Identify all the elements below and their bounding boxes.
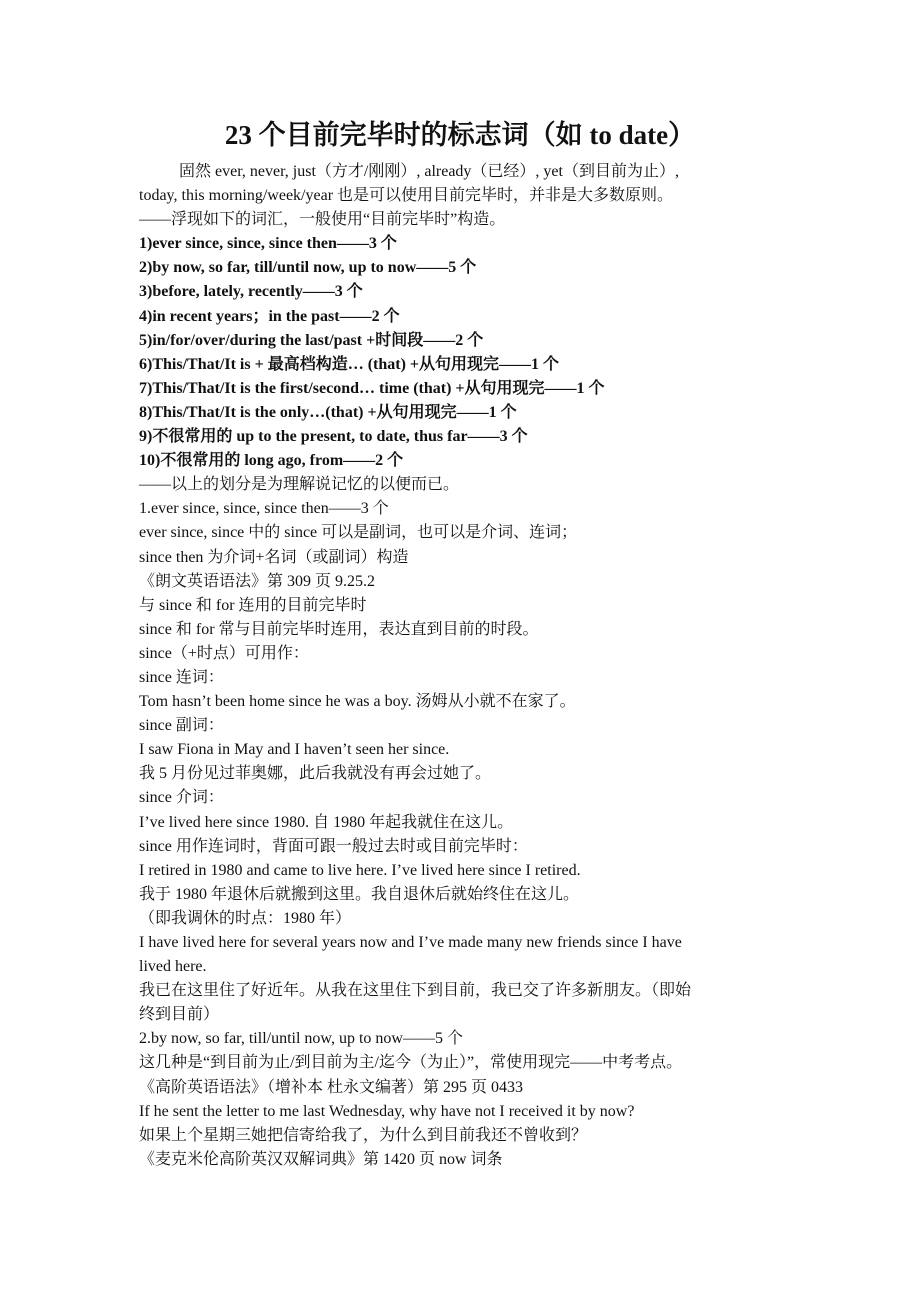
list-item: 4)in recent years；in the past——2 个 [139,307,400,325]
document-body [139,160,787,1172]
body-line: ——以上的划分是为理解说记忆的以便而已。 [139,476,460,494]
body-line: today, this morning/week/year 也是可以使用目前完毕时，并非是大多数原则。 [139,187,674,205]
list-item: 1)ever since, since, since then——3 个 [139,235,397,253]
list-item: 3)before, lately, recently——3 个 [139,283,363,301]
body-line: ever since, since 中的 since 可以是副词，也可以是介词、连词； [139,524,578,542]
list-item: 2)by now, so far, till/until now, up to now——5 个 [139,259,477,277]
citation: 《高阶英语语法》（增补本 杜永文编著）第 295 页 0433 [139,1078,524,1096]
body-line: since 用作连词时，背面可跟一般过去时或目前完毕时： [139,837,528,855]
list-item: 6)This/That/It is + 最高档构造… (that) +从句用现完——1 个 [139,355,560,373]
citation: 《麦克米伦高阶英汉双解词典》第 1420 页 now 词条 [139,1150,503,1168]
example-sentence: lived here. [139,958,207,976]
body-line: since（+时点）可用作： [139,644,309,662]
example-translation: 我 5 月份见过菲奥娜，此后我就没有再会过她了。 [139,765,492,783]
body-line: since 和 for 常与目前完毕时连用，表达直到目前的时段。 [139,620,539,638]
body-line: since then 为介词+名词（或副词）构造 [139,548,409,566]
example-sentence: Tom hasn’t been home since he was a boy. 汤姆从小就不在家了。 [139,693,576,711]
body-line: 与 since 和 for 连用的目前完毕时 [139,596,367,614]
body-line: since 副词： [139,717,224,735]
example-translation: 终到目前） [139,1006,220,1024]
body-line: ——浮现如下的词汇，一般使用“目前完毕时”构造。 [139,211,506,229]
document-title: 23 个目前完毕时的标志词（如 to date） [224,120,696,150]
example-translation: 如果上个星期三她把信寄给我了，为什么到目前我还不曾收到？ [139,1126,588,1144]
body-line: since 介词： [139,789,224,807]
example-sentence: I’ve lived here since 1980. 自 1980 年起我就住在这儿。 [139,813,514,831]
example-sentence: I saw Fiona in May and I haven’t seen her since. [139,741,450,759]
list-item: 7)This/That/It is the first/second… time (that) +从句用现完——1 个 [139,379,605,397]
example-translation: 我于 1980 年退休后就搬到这里。我自退休后就始终住在这儿。 [139,885,580,903]
list-item: 8)This/That/It is the only…(that) +从句用现完——1 个 [139,403,517,421]
body-line: 固然 ever, never, just（方才/刚刚）, already（已经）, yet（到目前为止）, [179,163,679,180]
body-line: 这几种是“到目前为止/到目前为主/迄今（为止）”，常使用现完——中考考点。 [139,1054,683,1072]
example-sentence: I retired in 1980 and came to live here. I’ve lived here since I retired. [139,861,581,879]
example-translation: 我已在这里住了好近年。从我在这里住下到目前，我已交了许多新朋友。（即始 [139,982,692,1000]
body-line: （即我调休的时点：1980 年） [139,909,352,927]
example-sentence: If he sent the letter to me last Wednesday, why have not I received it by now? [139,1102,635,1120]
list-item: 10)不很常用的 long ago, from——2 个 [139,452,404,470]
body-line: since 连词： [139,668,224,686]
example-sentence: I have lived here for several years now and I’ve made many new friends since I have [139,934,682,951]
citation: 《朗文英语语法》第 309 页 9.25.2 [139,572,376,590]
list-item: 9)不很常用的 up to the present, to date, thus far——3 个 [139,428,528,446]
section-heading: 1.ever since, since, since then——3 个 [139,500,389,518]
list-item: 5)in/for/over/during the last/past +时间段——2 个 [139,331,484,349]
section-heading: 2.by now, so far, till/until now, up to now——5 个 [139,1030,463,1048]
